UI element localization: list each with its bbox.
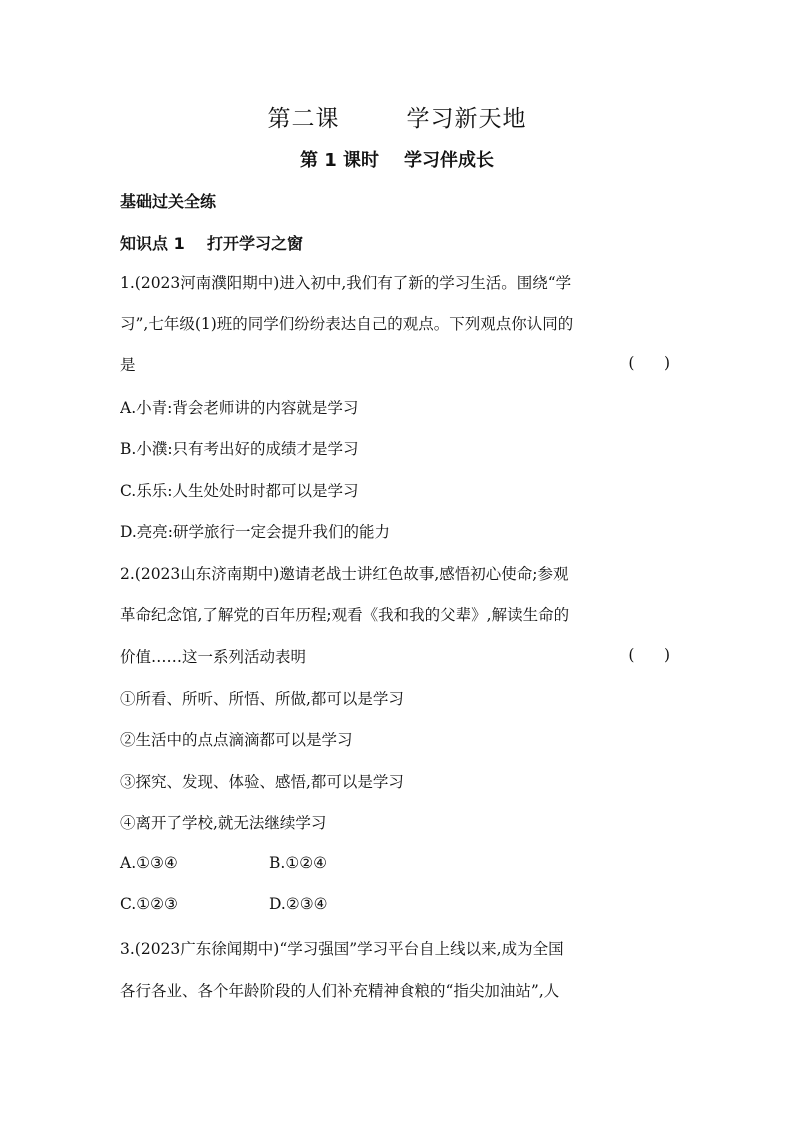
q2-option-a: A.①③④ — [120, 854, 178, 872]
q2-option-d: D.②③④ — [269, 895, 328, 913]
q1-option-c: C.乐乐:人生处处时时都可以是学习 — [120, 482, 359, 500]
q2-statement-1: ①所看、所听、所悟、所做,都可以是学习 — [120, 690, 404, 708]
q1-stem-line-2: 习”,七年级(1)班的同学们纷纷表达自己的观点。下列观点你认同的 — [120, 315, 574, 333]
q2-option-c: C.①②③ — [120, 895, 178, 913]
q2-answer-blank: ( ) — [628, 646, 670, 664]
q2-statement-4: ④离开了学校,就无法继续学习 — [120, 814, 327, 832]
q2-option-b: B.①②④ — [269, 854, 328, 872]
q2-statement-3: ③探究、发现、体验、感悟,都可以是学习 — [120, 773, 404, 791]
q3-stem-line-1: 3.(2023广东徐闻期中)“学习强国”学习平台自上线以来,成为全国 — [120, 940, 564, 958]
lesson-title: 第二课 学习新天地 — [267, 106, 527, 132]
q1-stem-line-3: 是 — [120, 356, 136, 374]
q2-stem-line-2: 革命纪念馆,了解党的百年历程;观看《我和我的父辈》,解读生命的 — [120, 606, 570, 624]
q2-stem-line-1: 2.(2023山东济南期中)邀请老战士讲红色故事,感悟初心使命;参观 — [120, 565, 569, 583]
q2-statement-2: ②生活中的点点滴滴都可以是学习 — [120, 731, 353, 749]
q2-stem-line-3: 价值……这一系列活动表明 — [120, 648, 307, 666]
period-subtitle: 第 1 课时 学习伴成长 — [299, 150, 495, 171]
section-heading: 基础过关全练 — [120, 192, 217, 211]
q1-option-a: A.小青:背会老师讲的内容就是学习 — [120, 399, 359, 417]
q1-option-d: D.亮亮:研学旅行一定会提升我们的能力 — [120, 523, 391, 541]
q1-option-b: B.小濮:只有考出好的成绩才是学习 — [120, 440, 359, 458]
q1-stem-line-1: 1.(2023河南濮阳期中)进入初中,我们有了新的学习生活。围绕“学 — [120, 274, 572, 292]
knowledge-point-heading: 知识点 1 打开学习之窗 — [120, 234, 303, 253]
q3-stem-line-2: 各行各业、各个年龄阶段的人们补充精神食粮的“指尖加油站”,人 — [120, 982, 560, 1000]
q1-answer-blank: ( ) — [628, 354, 670, 372]
